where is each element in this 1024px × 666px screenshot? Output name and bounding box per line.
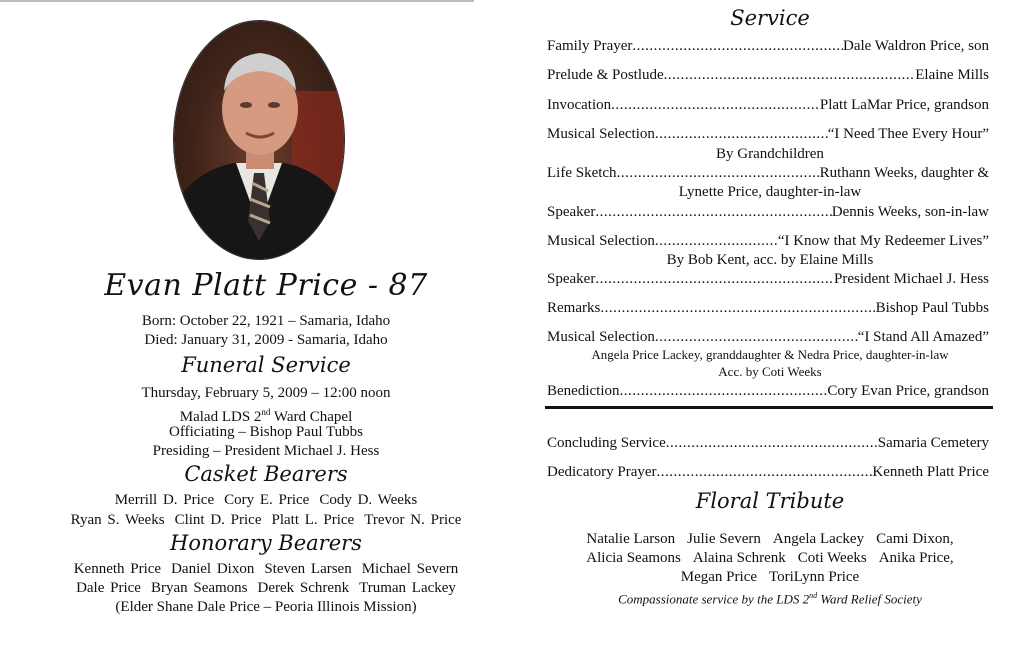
- list-item: Coti Weeks: [797, 550, 867, 566]
- program-item: [547, 96, 989, 114]
- program-label: Musical Selection: [547, 329, 655, 345]
- list-item: Kenneth Price: [73, 561, 162, 577]
- program-value: Kenneth Platt Price: [872, 464, 989, 480]
- program-note: By Bob Kent, acc. by Elaine Mills: [666, 252, 874, 268]
- program-value: Bishop Paul Tubbs: [875, 300, 989, 316]
- list-item: Angela Lackey: [772, 531, 865, 547]
- program-item: [547, 66, 989, 84]
- section-divider: [545, 406, 993, 409]
- program-note: By Grandchildren: [716, 146, 824, 162]
- program-label: Musical Selection: [547, 233, 655, 249]
- list-item: Cami Dixon,: [876, 531, 954, 547]
- floral-heading: Floral Tribute: [695, 489, 845, 513]
- list-item: Steven Larsen: [264, 561, 352, 577]
- program-item: [547, 232, 989, 250]
- program-label: Benediction: [547, 383, 620, 399]
- funeral-heading: Funeral Service: [181, 353, 351, 377]
- program-item: [547, 203, 989, 221]
- right-panel: [540, 0, 1000, 666]
- presiding: Presiding – President Michael J. Hess: [152, 443, 380, 459]
- list-item: Derek Schrenk: [257, 580, 350, 596]
- program-value: Elaine Mills: [915, 67, 989, 83]
- program-item: [547, 125, 989, 143]
- list-item: Anika Price,: [878, 550, 954, 566]
- honorary-heading: Honorary Bearers: [170, 531, 362, 555]
- program-label: Speaker: [547, 271, 596, 287]
- funeral-place: Malad LDS 2nd Ward Chapel: [179, 407, 353, 425]
- floral-row-3: [540, 568, 1000, 587]
- service-heading: Service: [730, 6, 810, 30]
- program-note: Acc. by Coti Weeks: [718, 364, 822, 379]
- casket-row-1: [0, 491, 532, 509]
- program-label: Prelude & Postlude: [547, 67, 664, 83]
- program-label: Invocation: [547, 97, 612, 113]
- program-label: Musical Selection: [547, 126, 655, 142]
- program-value: Ruthann Weeks, daughter &: [819, 165, 989, 181]
- deceased-name: Evan Platt Price - 87: [104, 268, 428, 303]
- list-item: Julie Severn: [687, 531, 761, 547]
- concluding-item: [547, 463, 989, 481]
- list-item: Alicia Seamons: [586, 550, 681, 566]
- list-item: Daniel Dixon: [171, 561, 255, 577]
- program-value: President Michael J. Hess: [834, 271, 989, 287]
- concluding-item: [547, 434, 989, 452]
- casket-heading: Casket Bearers: [184, 462, 348, 486]
- list-item: Megan Price: [680, 569, 758, 585]
- program-note: Lynette Price, daughter-in-law: [678, 184, 862, 200]
- portrait-illustration: [174, 21, 344, 259]
- program-item: [547, 382, 989, 400]
- program-label: Speaker: [547, 204, 596, 220]
- program-value: Cory Evan Price, grandson: [827, 383, 989, 399]
- program-note: Angela Price Lackey, granddaughter & Nedra Price, daughter-in-law: [591, 347, 949, 362]
- list-item: ToriLynn Price: [769, 569, 860, 585]
- list-item: Merrill D. Price: [114, 492, 215, 508]
- program-value: “I Need Thee Every Hour”: [827, 126, 989, 142]
- death-info: Died: January 31, 2009 - Samaria, Idaho: [144, 332, 388, 348]
- list-item: Ryan S. Weeks: [70, 512, 165, 528]
- program-item: [547, 37, 989, 55]
- list-item: Cory E. Price: [224, 492, 310, 508]
- program-value: Samaria Cemetery: [877, 435, 989, 451]
- program-item: [547, 164, 989, 182]
- program-item: [547, 328, 989, 346]
- program-value: “I Know that My Redeemer Lives”: [777, 233, 989, 249]
- program-label: Concluding Service: [547, 435, 666, 451]
- program-value: Platt LaMar Price, grandson: [819, 97, 989, 113]
- program-label: Life Sketch: [547, 165, 617, 181]
- list-item: Natalie Larson: [586, 531, 676, 547]
- honorary-row-2: [0, 579, 532, 597]
- list-item: Clint D. Price: [174, 512, 262, 528]
- list-item: Platt L. Price: [271, 512, 355, 528]
- program-value: Dennis Weeks, son-in-law: [831, 204, 989, 220]
- list-item: Bryan Seamons: [150, 580, 248, 596]
- birth-info: Born: October 22, 1921 – Samaria, Idaho: [141, 313, 391, 329]
- program-value: “I Stand All Amazed”: [857, 329, 989, 345]
- relief-society-credit: Compassionate service by the LDS 2nd Ward Relief Society: [618, 591, 922, 607]
- list-item: Dale Price: [76, 580, 141, 596]
- casket-row-2: [0, 511, 532, 529]
- list-item: Michael Severn: [361, 561, 459, 577]
- funeral-date: Thursday, February 5, 2009 – 12:00 noon: [141, 385, 391, 401]
- honorary-note: (Elder Shane Dale Price – Peoria Illinois Mission): [115, 599, 417, 615]
- officiating: Officiating – Bishop Paul Tubbs: [169, 424, 363, 440]
- program-label: Remarks: [547, 300, 601, 316]
- list-item: Trevor N. Price: [364, 512, 462, 528]
- program-label: Dedicatory Prayer: [547, 464, 657, 480]
- honorary-row-1: [0, 560, 532, 578]
- program-value: Dale Waldron Price, son: [843, 38, 989, 54]
- program-item: [547, 299, 989, 317]
- floral-row-2: [540, 549, 1000, 568]
- program-label: Family Prayer: [547, 38, 633, 54]
- floral-row-1: [540, 530, 1000, 549]
- list-item: Alaina Schrenk: [692, 550, 786, 566]
- list-item: Truman Lackey: [359, 580, 456, 596]
- list-item: Cody D. Weeks: [319, 492, 418, 508]
- portrait-photo: [174, 21, 344, 259]
- program-item: [547, 270, 989, 288]
